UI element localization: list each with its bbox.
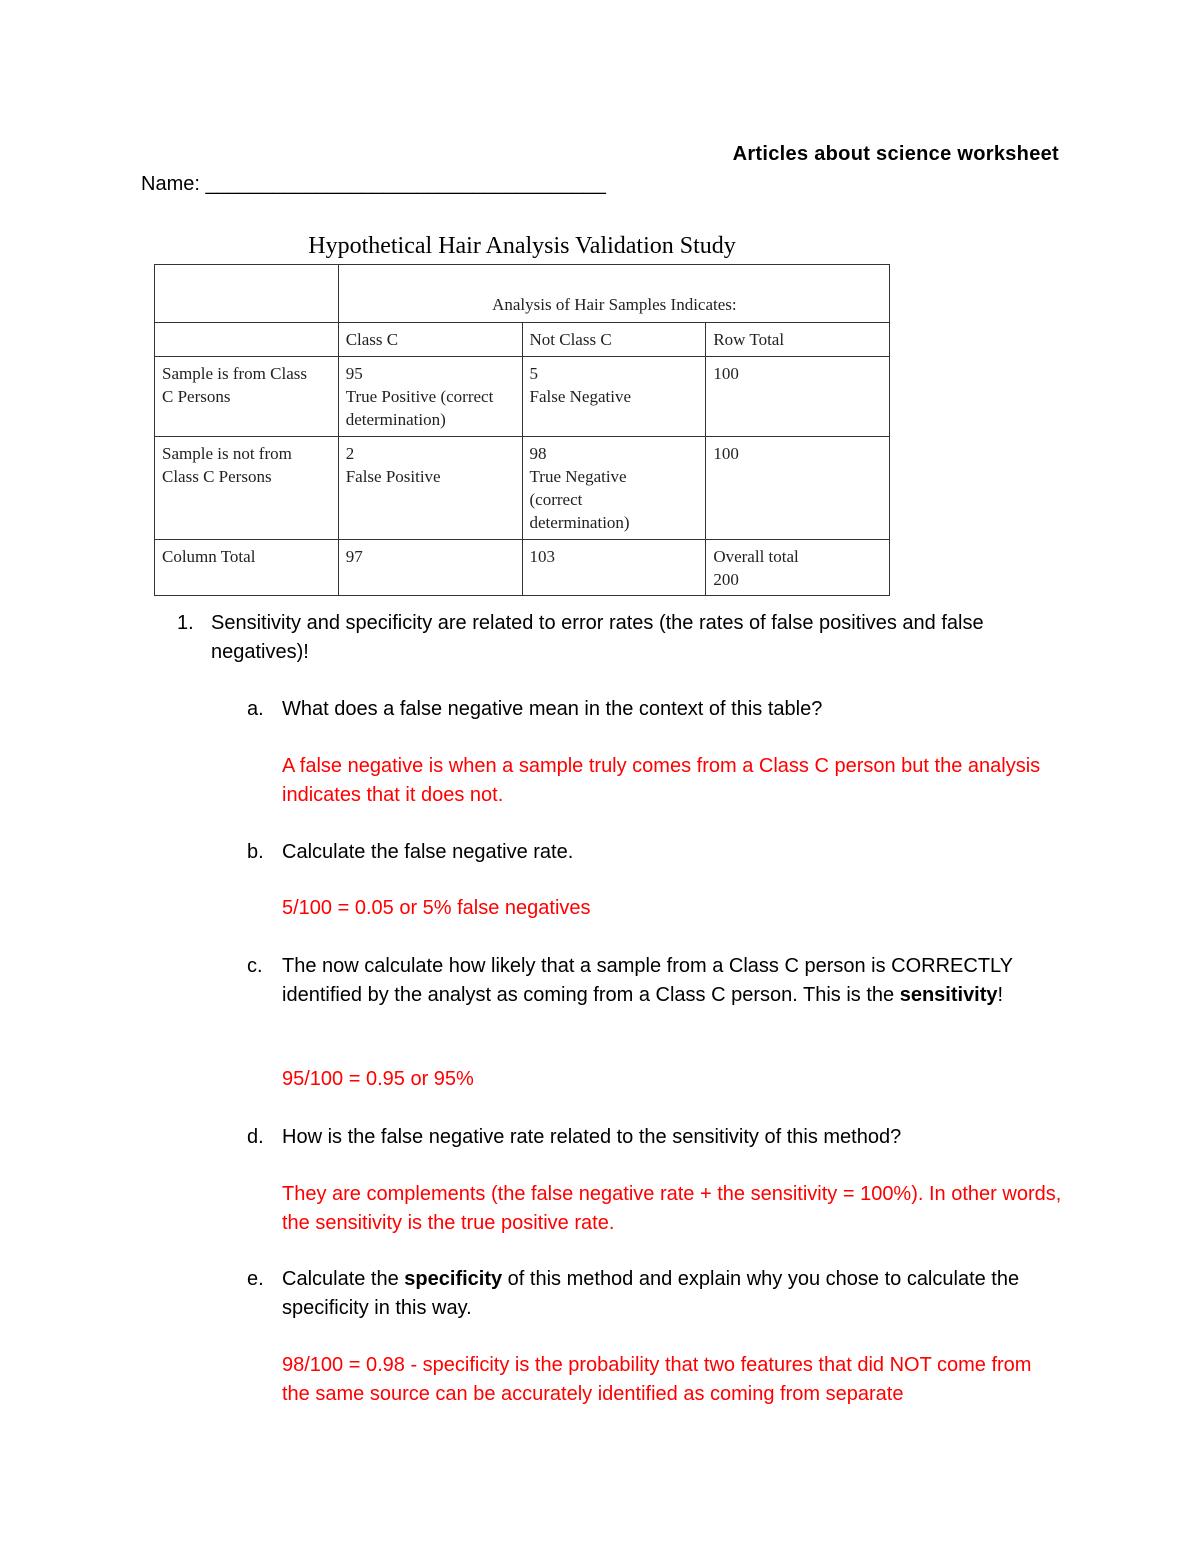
part-c-letter: c. [247, 955, 263, 977]
sensitivity-term: sensitivity [899, 984, 998, 1006]
group-header-cell: Analysis of Hair Samples Indicates: [338, 265, 889, 323]
cell-line: True Positive (correct [345, 387, 494, 406]
table-cell [522, 357, 706, 437]
part-c-answer: 95/100 = 0.95 or 95% [282, 1068, 474, 1090]
row-label-cell [155, 437, 339, 540]
part-c-question [282, 952, 1052, 1010]
table-header-row [155, 265, 890, 323]
cell-line: False Positive [345, 467, 441, 486]
table-cell [338, 437, 522, 540]
cell-value: 5 [529, 364, 538, 383]
row-label-line: Class C Persons [162, 467, 272, 486]
empty-corner-cell [155, 265, 339, 323]
cell-line: (correct [529, 490, 583, 509]
part-a-letter: a. [247, 698, 264, 720]
part-a-answer: A false negative is when a sample truly comes from a Class C person but the analysis indicates that it does not. [282, 755, 1041, 806]
part-e-letter: e. [247, 1268, 264, 1290]
part-b-answer: 5/100 = 0.05 or 5% false negatives [282, 897, 591, 919]
part-b-question: Calculate the false negative rate. [282, 841, 574, 863]
part-b-letter: b. [247, 841, 264, 863]
part-e-text-after: of this method and explain why you chose to calculate the specificity in this way. [282, 1268, 1020, 1319]
cell-value: 100 [713, 444, 739, 463]
cell-value: 100 [713, 364, 739, 383]
table-row [155, 540, 890, 596]
cell-value: 2 [345, 444, 355, 463]
row-label-line: C Persons [162, 387, 231, 406]
table-cell [522, 540, 706, 596]
column-header-row [155, 323, 890, 357]
table-cell [706, 437, 890, 540]
part-a-question: What does a false negative mean in the context of this table? [282, 698, 823, 720]
column-header-class-c: Class C [338, 323, 522, 357]
cell-value: 97 [345, 547, 363, 566]
question-number: 1. [177, 612, 194, 634]
empty-cell [155, 323, 339, 357]
row-label-cell [155, 357, 339, 437]
part-d-answer: They are complements (the false negative rate + the sensitivity = 100%). In other words, the sensitivity is the true positive rate. [282, 1183, 1062, 1234]
row-label-line: Column Total [162, 547, 256, 566]
table-title: Hypothetical Hair Analysis Validation Study [308, 233, 736, 259]
cell-line: False Negative [529, 387, 631, 406]
column-header-not-class-c: Not Class C [522, 323, 706, 357]
specificity-term: specificity [404, 1268, 503, 1290]
worksheet-title: Articles about science worksheet [732, 143, 1059, 165]
part-d-question: How is the false negative rate related to the sensitivity of this method? [282, 1126, 902, 1148]
table-cell [338, 540, 522, 596]
part-d-letter: d. [247, 1126, 264, 1148]
question-text: Sensitivity and specificity are related to error rates (the rates of false positives and false negatives)! [211, 612, 984, 663]
table-cell [706, 357, 890, 437]
table-row [155, 437, 890, 540]
part-e-answer: 98/100 = 0.98 - specificity is the probability that two features that did NOT come from the same source can be accurately identified as coming from separate [282, 1354, 1032, 1405]
part-e-question [282, 1265, 1052, 1323]
cell-value: 98 [529, 444, 547, 463]
part-c-text-after: ! [997, 984, 1004, 1006]
cell-line: True Negative [529, 467, 627, 486]
table-row [155, 357, 890, 437]
cell-value: 95 [345, 364, 363, 383]
cell-line: Overall total [713, 547, 799, 566]
row-label-line: Sample is not from [162, 444, 292, 463]
part-c-text-before: The now calculate how likely that a sample from a Class C person is CORRECTLY identified by the analyst as coming from a Class C person. This is the [282, 955, 1013, 1006]
cell-line: determination) [345, 410, 446, 429]
part-e-text-before: Calculate the [282, 1268, 405, 1290]
table-cell [338, 357, 522, 437]
cell-value: 103 [529, 547, 555, 566]
cell-line: determination) [529, 513, 630, 532]
column-header-row-total: Row Total [706, 323, 890, 357]
validation-study-table [154, 264, 890, 596]
cell-value: 200 [713, 570, 739, 589]
table-cell [706, 540, 890, 596]
table-cell [522, 437, 706, 540]
row-label-cell [155, 540, 339, 596]
row-label-line: Sample is from Class [162, 364, 307, 383]
name-field-line: Name: ____________________________________ [141, 173, 606, 195]
